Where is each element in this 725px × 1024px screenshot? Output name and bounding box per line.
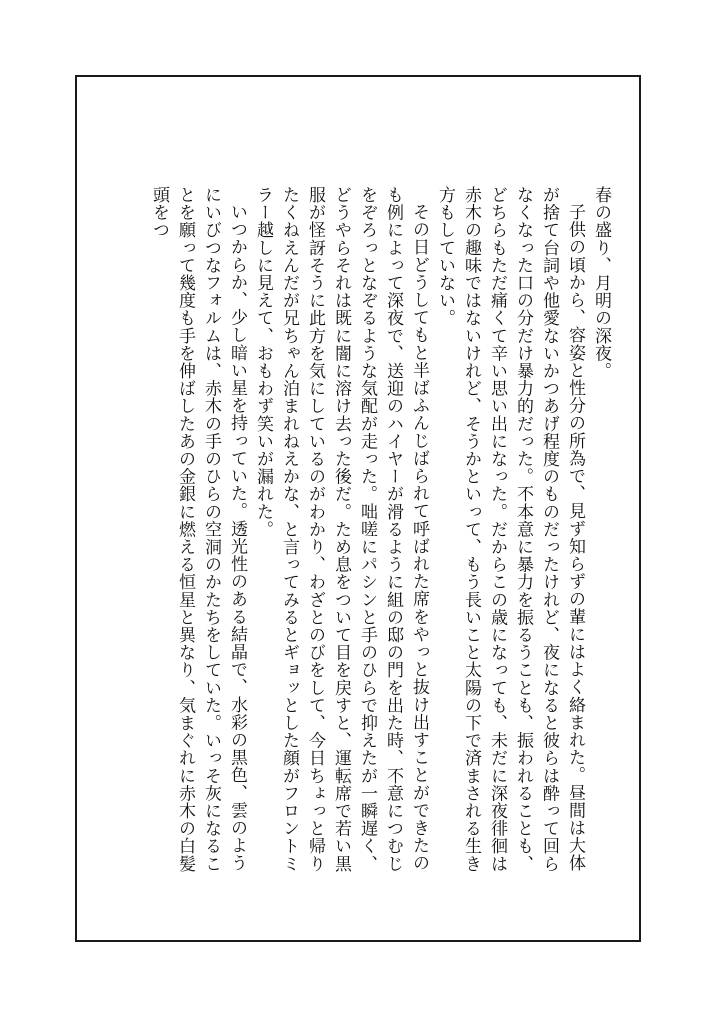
vertical-text-body	[104, 186, 614, 886]
paragraph-childhood: 子供の頃から、容姿と性分の所為で、見ず知らずの輩にはよく絡まれた。昼間は大体が捨て台詞や他愛ないかつあげ程度のものだったけれど、夜になると彼らは酔って回らなくなった口の分だけ暴力的だった。不本意に暴力を振るうことも、振われることも、どちらもただ痛くて辛い思い出になった。だからこの歳になっても、未だに深夜徘徊は赤木の趣味ではないけれど、そうかといって、もう長いこと太陽の下で済まされる生き方もしていない。	[435, 186, 585, 873]
paragraph-that-night: その日どうしてもと半ばふんじばられて呼ばれた席をやっと抜け出すことができたのも例によって深夜で、送迎のハイヤーが滑るように組の邸の門を出た時、不意につむじをぞろっとなぞるような気配が走った。咄嗟にパシンと手のひらで抑えたが一瞬遅く、どうやらそれは既に闇に溶け去った後だ。ため息をついて目を戻すと、運転席で若い黒服が怪訝そうに此方を気にしているのがわかり、わざとのびをして、今日ちょっと帰りたくねえんだが兄ちゃん泊まれねえかな、と言ってみるとギョッとした顔がフロントミラー越しに見えて、おもわず笑いが漏れた。	[253, 186, 429, 873]
paragraph-dark-star: いつからか、少し暗い星を持っていた。透光性のある結晶で、水彩の黒色、雲のようにいびつなフォルムは、赤木の手のひらの空洞のかたちをしていた。いっそ灰になることを願って幾度も手を伸ばしたあの金銀に燃える恒星と異なり、気まぐれに赤木の白髪頭をつ	[149, 186, 247, 873]
paragraph-opening: 春の盛り、月明の深夜。	[591, 186, 611, 380]
